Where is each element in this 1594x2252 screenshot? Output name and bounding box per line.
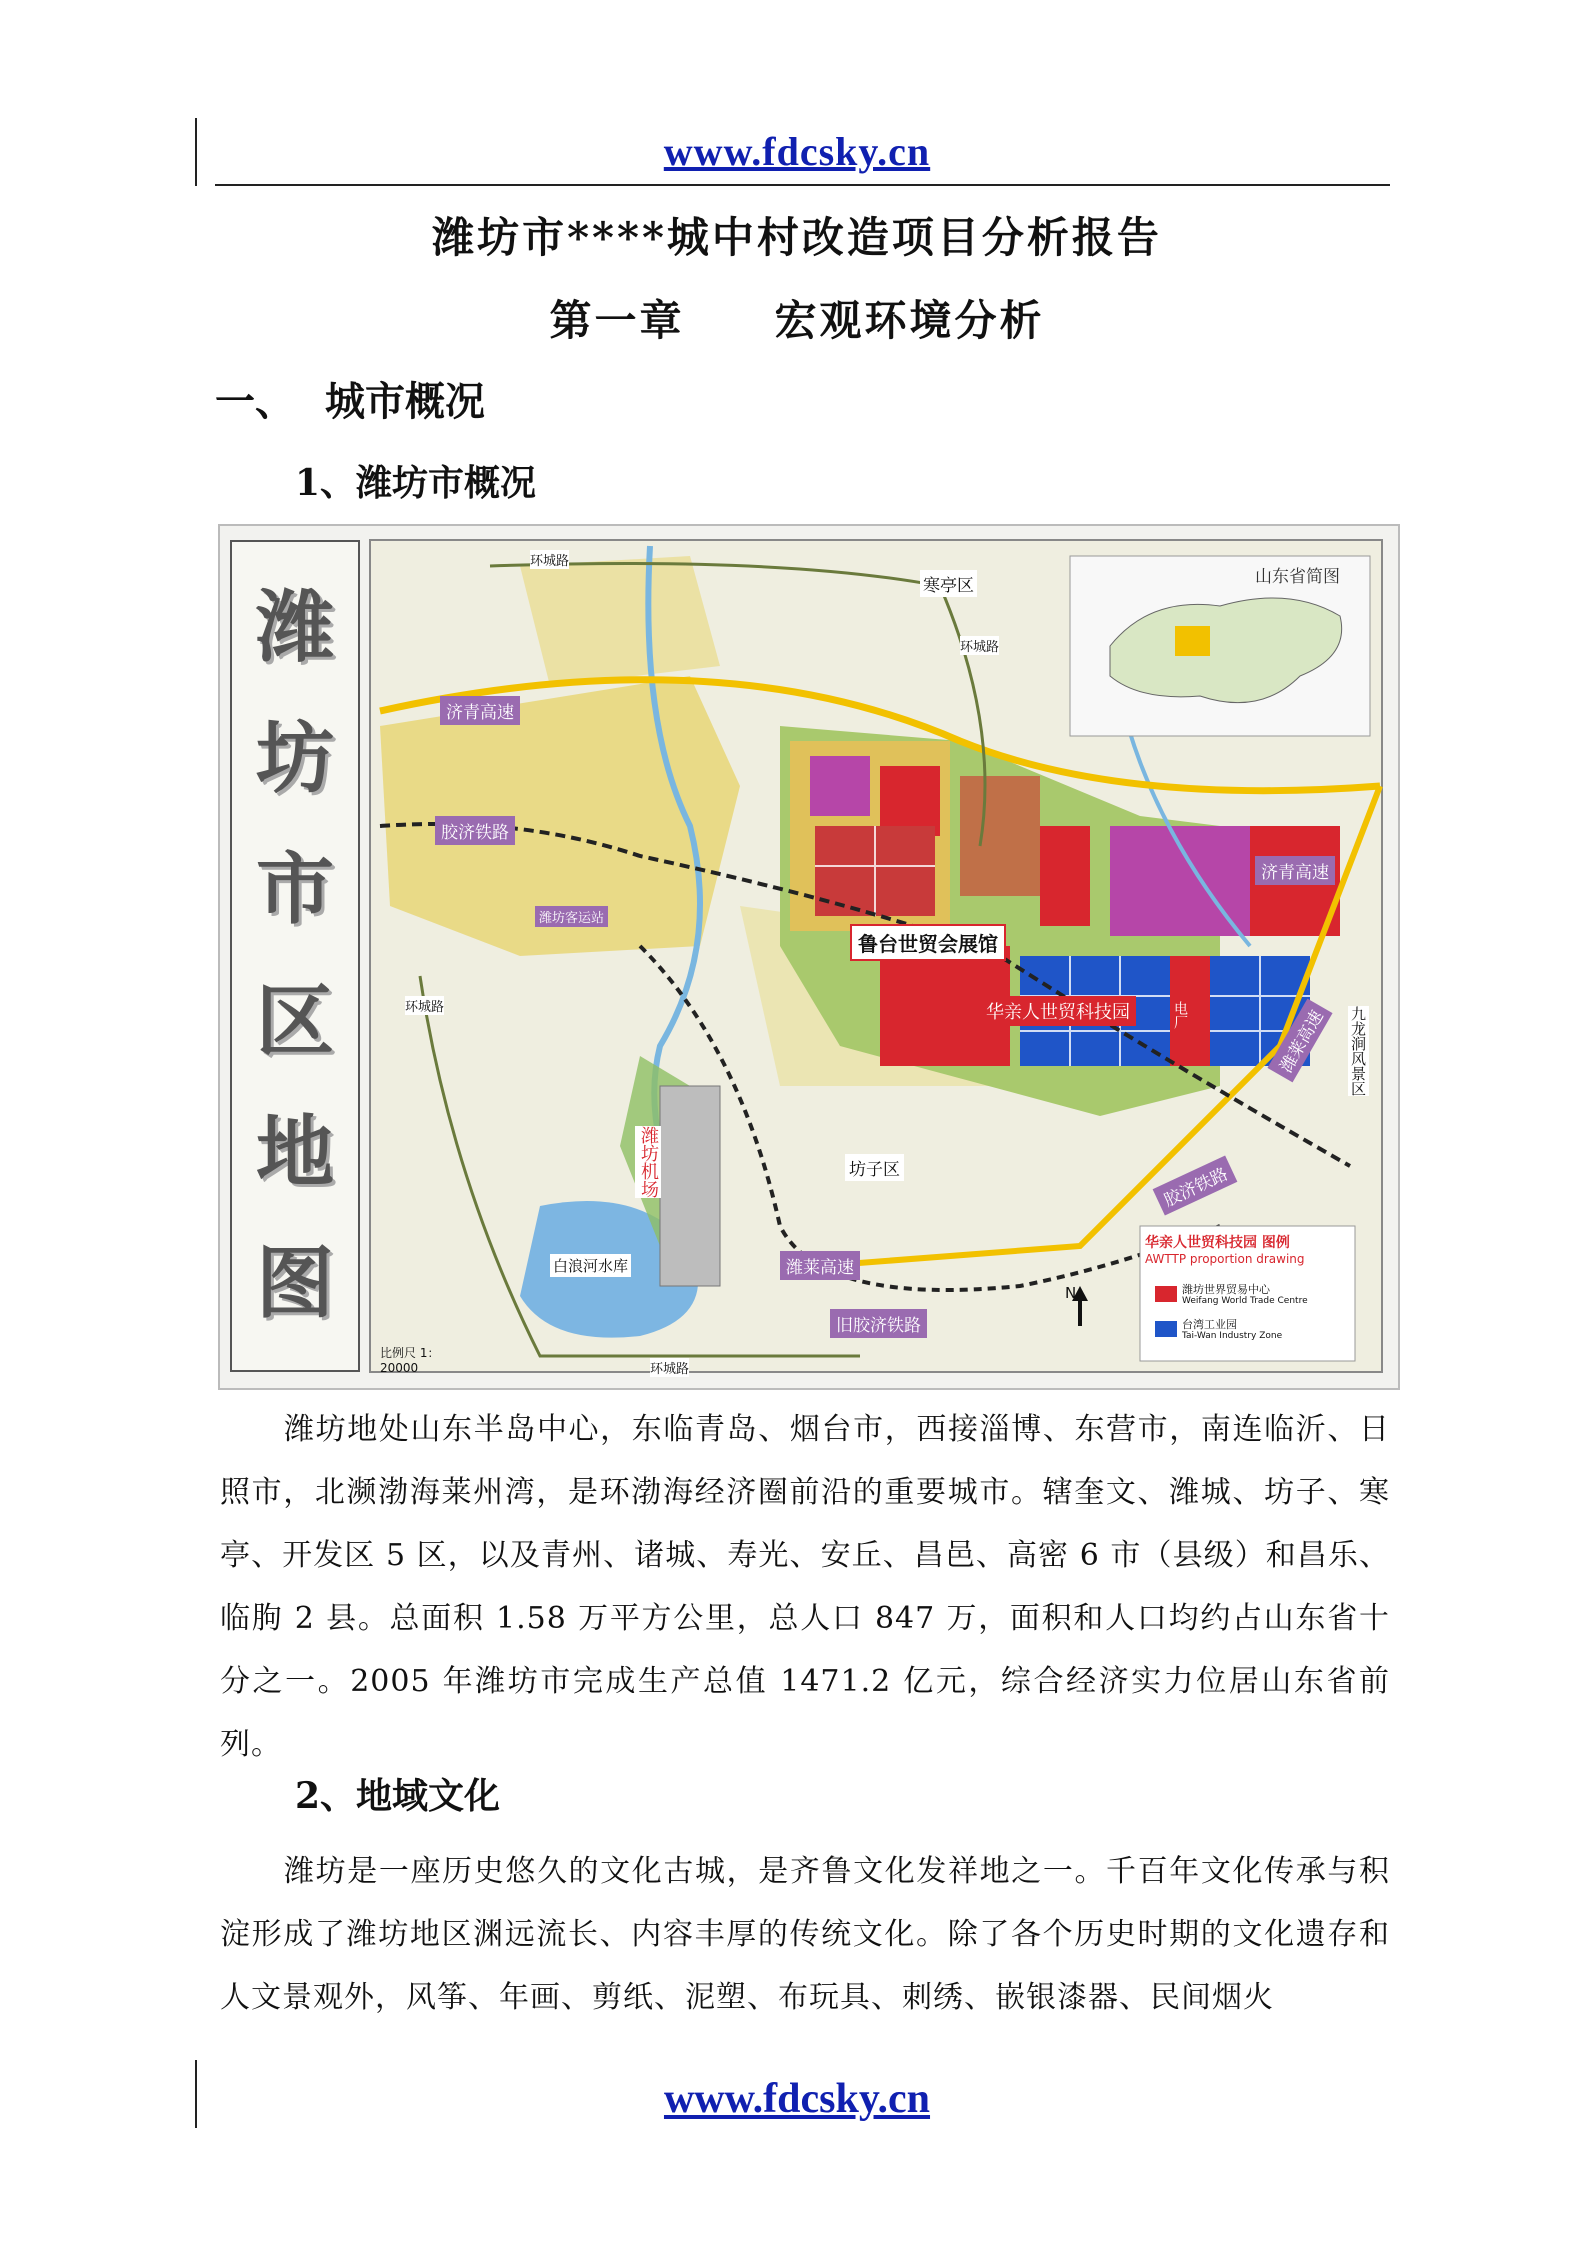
map-label-ring-right: 环城路 — [960, 636, 999, 655]
legend-item-label: 台湾工业园 — [1182, 1318, 1237, 1331]
side-char: 坊 — [255, 713, 334, 804]
city-map-figure — [218, 524, 1400, 1390]
map-label-huaqin: 华亲人世贸科技园 — [980, 996, 1136, 1026]
footer-site-link[interactable]: www.fdcsky.cn — [663, 2076, 931, 2122]
map-label-jiulong: 九龙涧风景区 — [1349, 1006, 1367, 1096]
map-label-jiaoji: 胶济铁路 — [435, 816, 515, 845]
side-char: 地 — [255, 1107, 334, 1198]
subsection-heading-2: 2、地域文化 — [295, 1775, 501, 1817]
side-char: 潍 — [255, 582, 334, 673]
legend-swatch-taiwan — [1155, 1321, 1177, 1337]
paragraph-regional-culture: 潍坊是一座历史悠久的文化古城，是齐鲁文化发祥地之一。千百年文化传承与积淀形成了潍坊地区渊远流长、内容丰厚的传统文化。除了各个历史时期的文化遗存和人文景观外，风筝、年画、剪纸、泥塑、布玩具、刺绣、嵌银漆器、民间烟火 — [220, 1854, 1390, 2015]
chapter-title: 第一章 宏观环境分析 — [549, 296, 1045, 345]
map-label-ring-left: 环城路 — [405, 996, 444, 1015]
map-label-jiqing: 济青高速 — [440, 696, 520, 725]
section-heading — [215, 370, 485, 427]
legend-swatch-wtc — [1155, 1286, 1177, 1302]
header-site-link[interactable]: www.fdcsky.cn — [663, 129, 931, 174]
map-label-jiaoji-2: 胶济铁路 — [1153, 1155, 1238, 1215]
map-label-airport: 潍坊机场 — [635, 1126, 661, 1198]
side-char: 区 — [255, 976, 334, 1067]
paragraph-city-overview: 潍坊地处山东半岛中心，东临青岛、烟台市，西接淄博、东营市，南连临沂、日照市，北濒渤海莱州湾，是环渤海经济圈前沿的重要城市。辖奎文、潍城、坊子、寒亭、开发区 5 区，以及青州、诸城、寿光、安丘、昌邑、高密 6 市（县级）和昌乐、临朐 2 县。总面积 1.58 万平方公里，总人口 847 万，面积和人口均约占山东省十分之一。2005 年潍坊市完成生产总值 1471.2 亿元，综合经济实力位居山东省前列。 — [220, 1412, 1390, 1762]
map-label-power: 电厂 — [1172, 1001, 1188, 1029]
map-label-jiqing-2: 济青高速 — [1255, 856, 1335, 885]
subsection-heading-1: 1、潍坊市概况 — [295, 462, 537, 504]
map-label-ring-top: 环城路 — [530, 550, 569, 569]
map-label-ring-bottom: 环城路 — [650, 1358, 689, 1377]
map-label-lutai: 鲁台世贸会展馆 — [850, 924, 1006, 961]
legend-title: 华亲人世贸科技园 图例 — [1145, 1235, 1290, 1251]
map-label-weilai: 潍莱高速 — [780, 1251, 860, 1280]
header-rule — [215, 184, 1390, 186]
side-char: 图 — [255, 1239, 334, 1330]
side-char: 市 — [255, 845, 334, 936]
map-label-oldjiaoji: 旧胶济铁路 — [830, 1309, 927, 1338]
map-label-reservoir: 白浪河水库 — [550, 1254, 631, 1277]
legend-item-label: 潍坊世界贸易中心 — [1182, 1283, 1270, 1296]
map-side-title — [230, 540, 360, 1372]
map-scale: 比例尺 1：20000 — [380, 1346, 440, 1375]
document-title: 潍坊市****城中村改造项目分析报告 — [432, 213, 1162, 262]
legend-item-sub: Tai-Wan Industry Zone — [1182, 1331, 1283, 1341]
map-inset-title: 山东省简图 — [1255, 567, 1340, 587]
map-label-weilai-2: 潍莱高速 — [1267, 999, 1332, 1083]
map-label-fangzi: 坊子区 — [845, 1154, 904, 1181]
section-number: 一、 — [215, 378, 295, 425]
map-label-hanting: 寒亭区 — [920, 570, 977, 597]
legend-item-sub: Weifang World Trade Centre — [1182, 1296, 1308, 1306]
legend-subtitle: AWTTP proportion drawing — [1145, 1252, 1305, 1266]
map-label-station: 潍坊客运站 — [535, 906, 608, 927]
map-north-letter: N — [1065, 1284, 1077, 1302]
section-title: 城市概况 — [325, 378, 485, 425]
